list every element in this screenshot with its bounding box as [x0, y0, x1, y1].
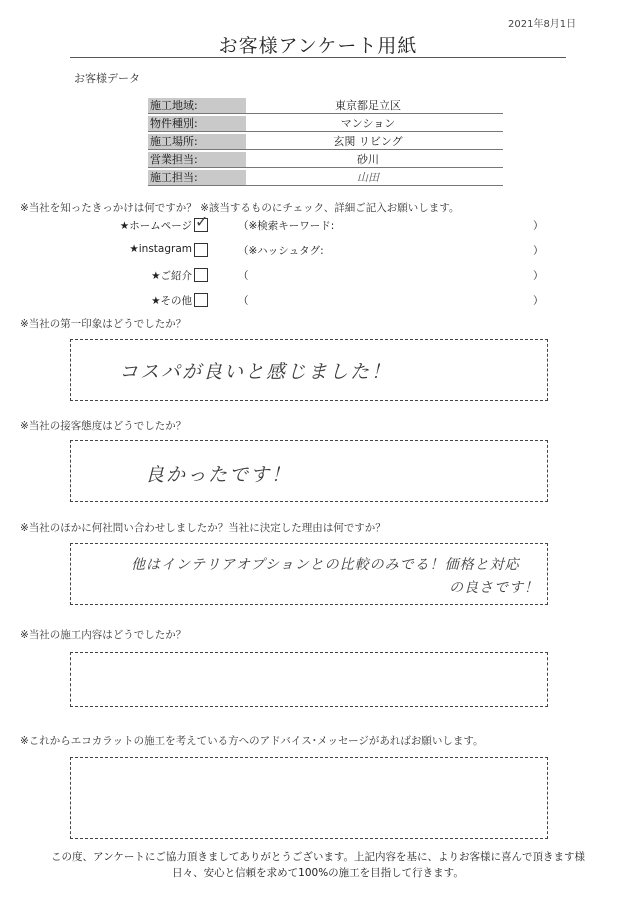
- answer-box-first-impression[interactable]: [70, 339, 548, 401]
- info-row-sales: [148, 151, 503, 168]
- checkbox-other[interactable]: [194, 293, 208, 307]
- question-how-found: ※当社を知ったきっかけは何ですか？ ※該当するものにチェック、詳細ご記入お願いします。: [20, 202, 460, 214]
- option-label-homepage: ★ホームページ: [119, 220, 192, 232]
- handwritten-answer: コスパが良いと感じました！: [119, 361, 393, 383]
- option-close-paren: ）: [533, 270, 544, 282]
- info-row-type: [148, 115, 503, 132]
- question-advice: ※これからエコカラットの施工を考えている方へのアドバイス･メッセージがあればお願いします。: [20, 735, 484, 747]
- option-detail-homepage: （※検索キーワード:: [238, 220, 335, 232]
- answer-box-other-companies[interactable]: [70, 543, 548, 605]
- info-row-location: [148, 133, 503, 150]
- question-first-impression: ※当社の第一印象はどうでしたか？: [20, 318, 187, 330]
- answer-box-advice[interactable]: [70, 757, 548, 839]
- option-close-paren: ）: [533, 245, 544, 257]
- checkmark-icon: ✓: [195, 212, 209, 231]
- info-value: 砂川: [357, 153, 379, 166]
- info-key: 物件種別:: [148, 116, 246, 131]
- info-key: 施工地域:: [148, 98, 246, 113]
- checkbox-referral[interactable]: [194, 268, 208, 282]
- info-key: 施工担当:: [148, 170, 246, 185]
- handwritten-answer-line1: 他はインテリアオプションとの比較のみでる！価格と対応: [131, 557, 520, 573]
- option-detail-referral: （: [238, 270, 249, 282]
- handwritten-answer: 良かったです！: [145, 464, 293, 486]
- option-label-referral: ★ご紹介: [151, 270, 192, 282]
- option-close-paren: ）: [533, 220, 544, 232]
- footer-line-2: 日々、安心と信頼を求めて100%の施工を目指して行きます。: [172, 867, 464, 879]
- answer-box-service-attitude[interactable]: [70, 440, 548, 502]
- handwritten-answer-line2: の良さです！: [449, 580, 539, 596]
- info-value: 東京都足立区: [335, 99, 401, 112]
- option-label-other: ★その他: [151, 295, 192, 307]
- checkbox-instagram[interactable]: [194, 243, 208, 257]
- page-title: お客様アンケート用紙: [218, 35, 418, 57]
- option-detail-instagram: （※ハッシュタグ:: [238, 245, 324, 257]
- checkbox-homepage[interactable]: [194, 212, 209, 232]
- option-close-paren: ）: [533, 295, 544, 307]
- info-value: マンション: [340, 117, 396, 130]
- info-value-handwritten: 山田: [357, 171, 379, 184]
- date: 2021年8月1日: [508, 19, 577, 30]
- customer-data-label: お客様データ: [74, 72, 140, 85]
- question-installation: ※当社の施工内容はどうでしたか？: [20, 629, 187, 641]
- option-detail-other: （: [238, 295, 249, 307]
- answer-box-installation[interactable]: [70, 652, 548, 707]
- info-row-area: [148, 97, 503, 114]
- info-key: 営業担当:: [148, 152, 246, 167]
- footer-line-1: この度、アンケートにご協力頂きましてありがとうございます。上記内容を基に、よりお客様に喜んで頂きます様: [50, 851, 586, 863]
- info-key: 施工場所:: [148, 134, 246, 149]
- info-row-installer: [148, 169, 503, 186]
- title-underline: [70, 57, 566, 58]
- question-other-companies: ※当社のほかに何社問い合わせしましたか？当社に決定した理由は何ですか？: [20, 522, 386, 534]
- info-value: 玄関 リビング: [333, 135, 403, 148]
- question-service-attitude: ※当社の接客態度はどうでしたか？: [20, 420, 187, 432]
- option-label-instagram: ★instagram: [129, 243, 192, 255]
